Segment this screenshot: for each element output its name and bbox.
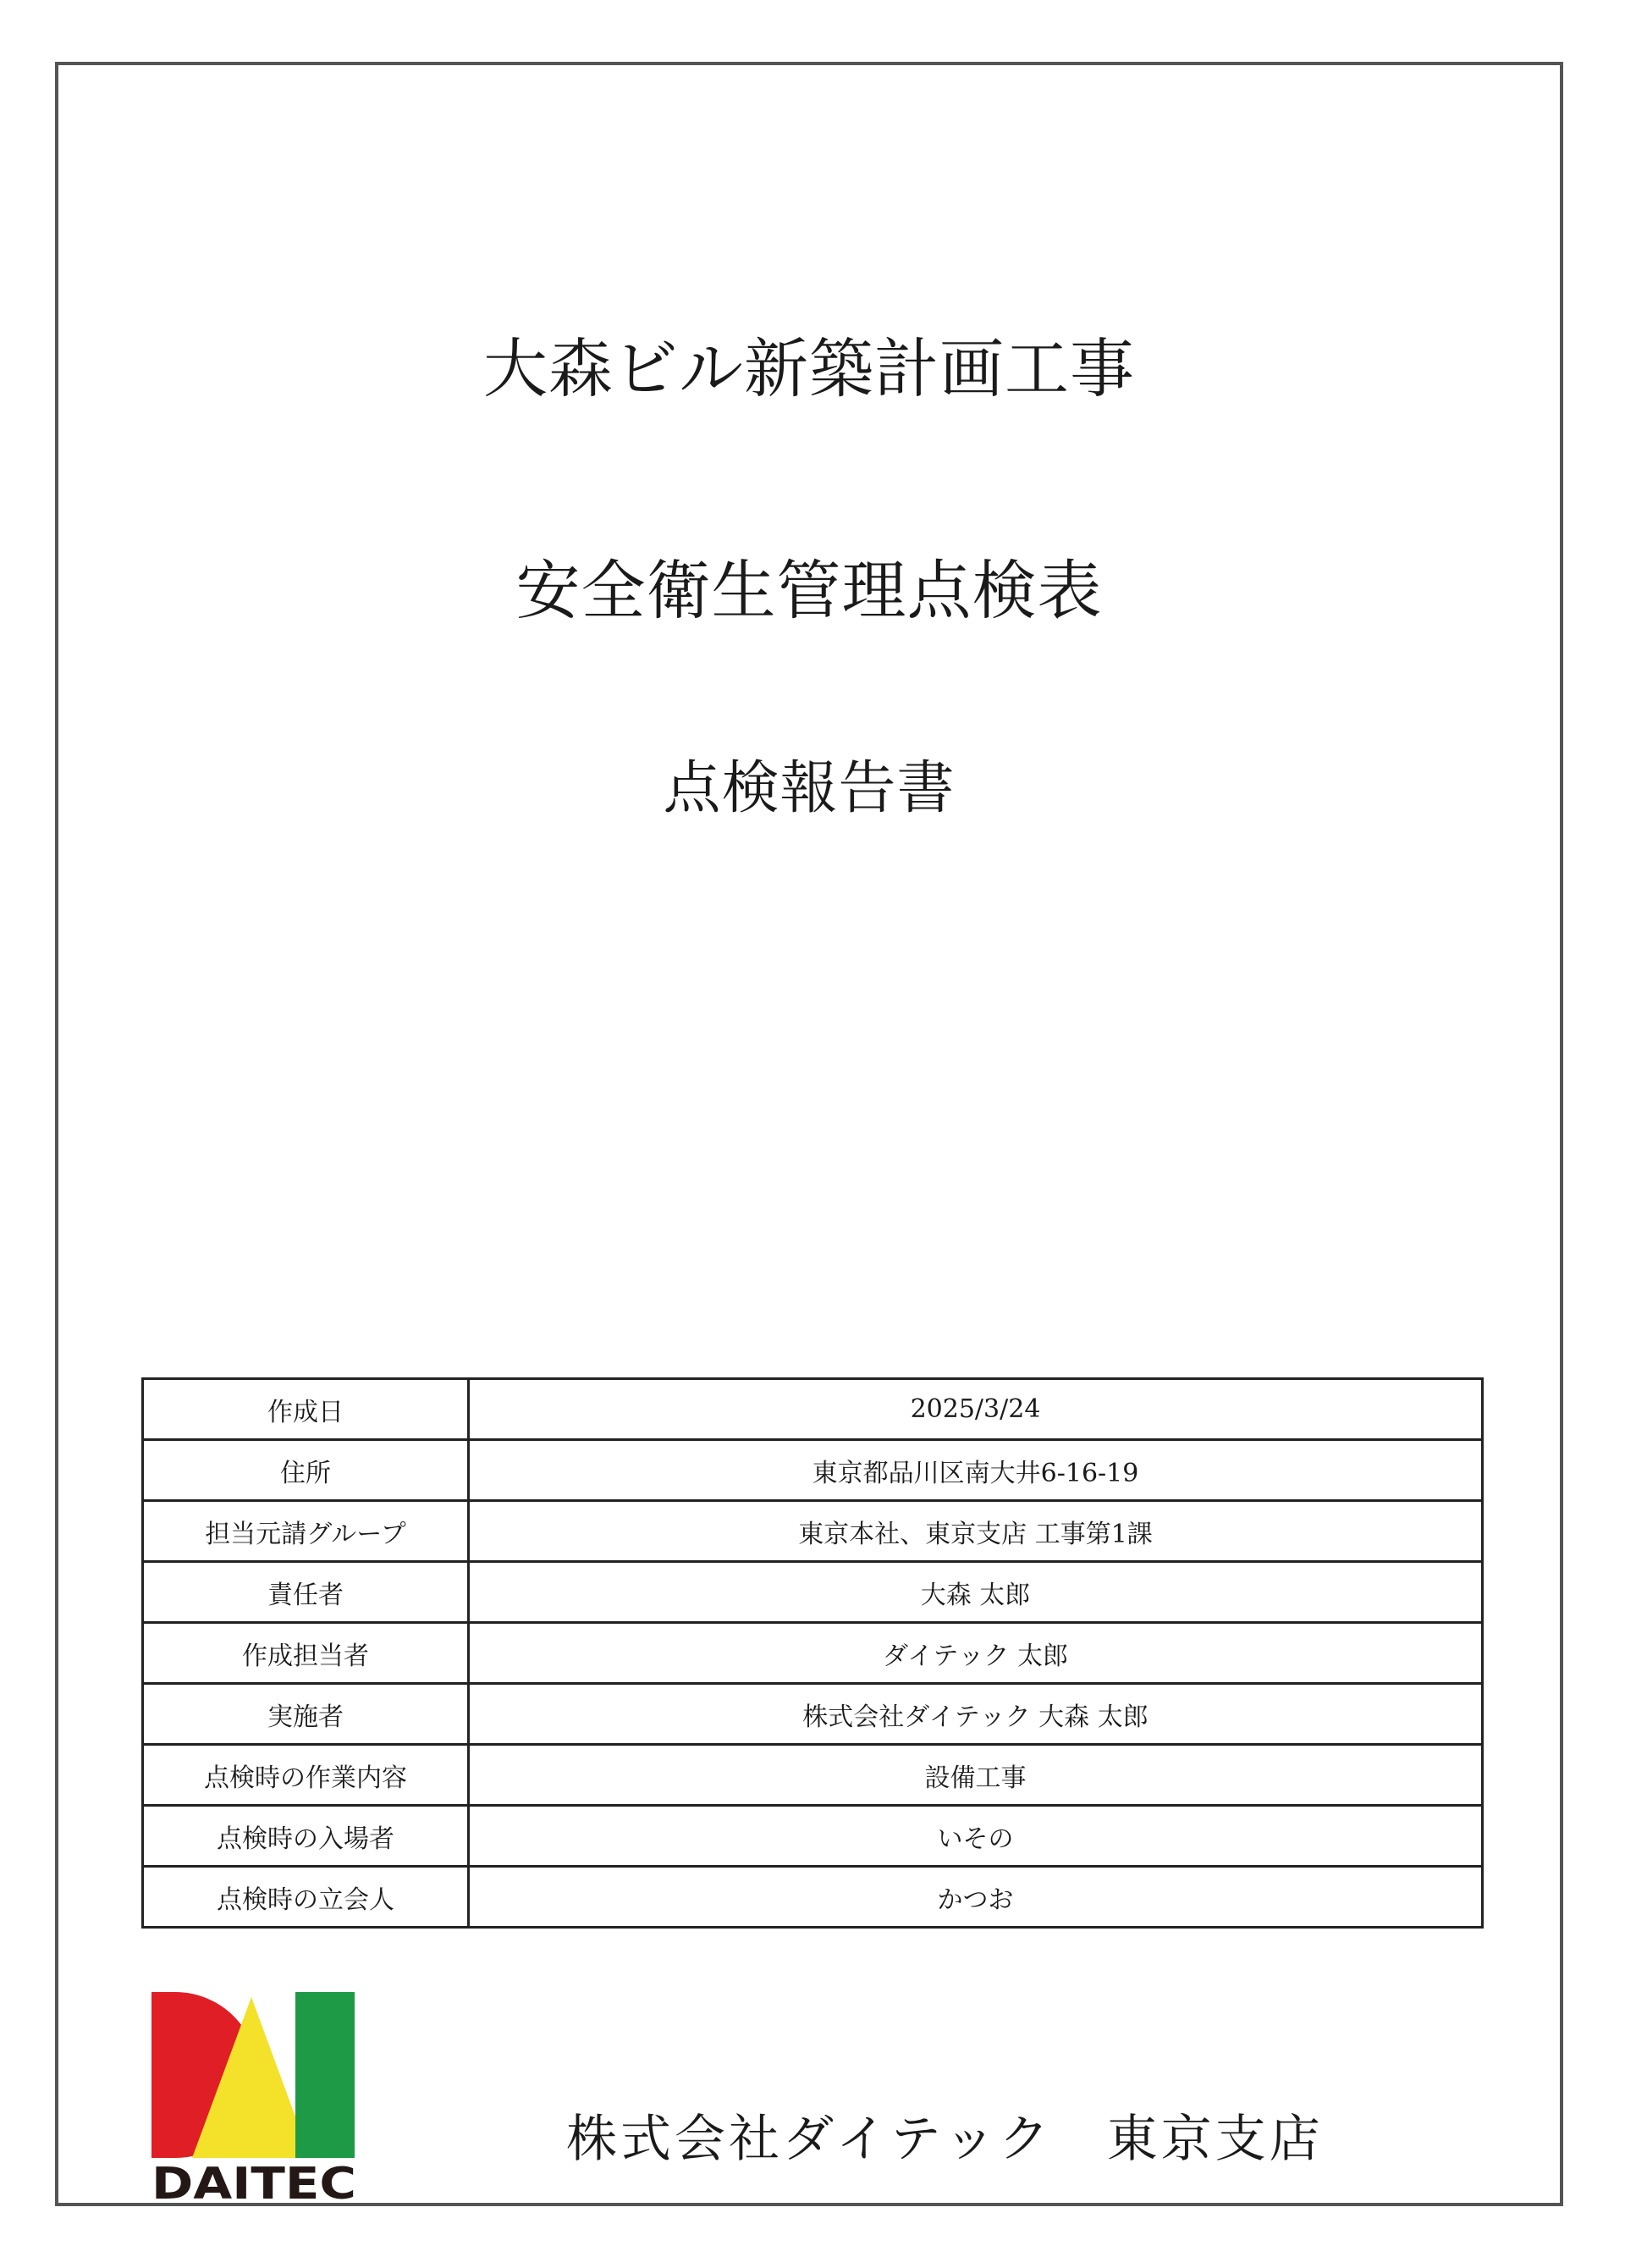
- row-label: 実施者: [143, 1684, 469, 1745]
- row-value: 設備工事: [469, 1745, 1483, 1806]
- row-value: 株式会社ダイテック 大森 太郎: [469, 1684, 1483, 1745]
- table-row: [143, 1806, 1483, 1867]
- table-row: [143, 1623, 1483, 1684]
- row-value: ダイテック 太郎: [469, 1623, 1483, 1684]
- logo-wordmark: DAITEC: [151, 2159, 356, 2202]
- logo-green-shape: [295, 1992, 355, 2158]
- row-label: 住所: [143, 1440, 469, 1501]
- table-row: [143, 1379, 1483, 1440]
- row-label: 点検時の立会人: [143, 1867, 469, 1928]
- row-label: 責任者: [143, 1562, 469, 1623]
- table-row: [143, 1562, 1483, 1623]
- table-row: [143, 1684, 1483, 1745]
- row-value: 東京本社、東京支店 工事第1課: [469, 1501, 1483, 1562]
- document-title: 安全衛生管理点検表: [515, 553, 1103, 628]
- daitec-logo: [151, 1992, 361, 2202]
- document-subtitle: 点検報告書: [663, 755, 956, 822]
- table-row: [143, 1867, 1483, 1928]
- row-value: いその: [469, 1806, 1483, 1867]
- document-page: [55, 62, 1563, 2206]
- daitec-logo-graphic: [151, 1992, 361, 2202]
- table-row: [143, 1440, 1483, 1501]
- table-row: [143, 1745, 1483, 1806]
- row-label: 点検時の入場者: [143, 1806, 469, 1867]
- row-value: 大森 太郎: [469, 1562, 1483, 1623]
- row-label: 作成担当者: [143, 1623, 469, 1684]
- table-row: [143, 1501, 1483, 1562]
- company-name: 株式会社ダイテック 東京支店: [566, 2110, 1324, 2169]
- row-label: 担当元請グループ: [143, 1501, 469, 1562]
- row-value: 東京都品川区南大井6-16-19: [469, 1440, 1483, 1501]
- row-value: 2025/3/24: [469, 1379, 1483, 1440]
- row-label: 点検時の作業内容: [143, 1745, 469, 1806]
- report-info-table: [141, 1377, 1484, 1929]
- row-label: 作成日: [143, 1379, 469, 1440]
- project-title: 大森ビル新築計画工事: [483, 331, 1135, 406]
- row-value: かつお: [469, 1867, 1483, 1928]
